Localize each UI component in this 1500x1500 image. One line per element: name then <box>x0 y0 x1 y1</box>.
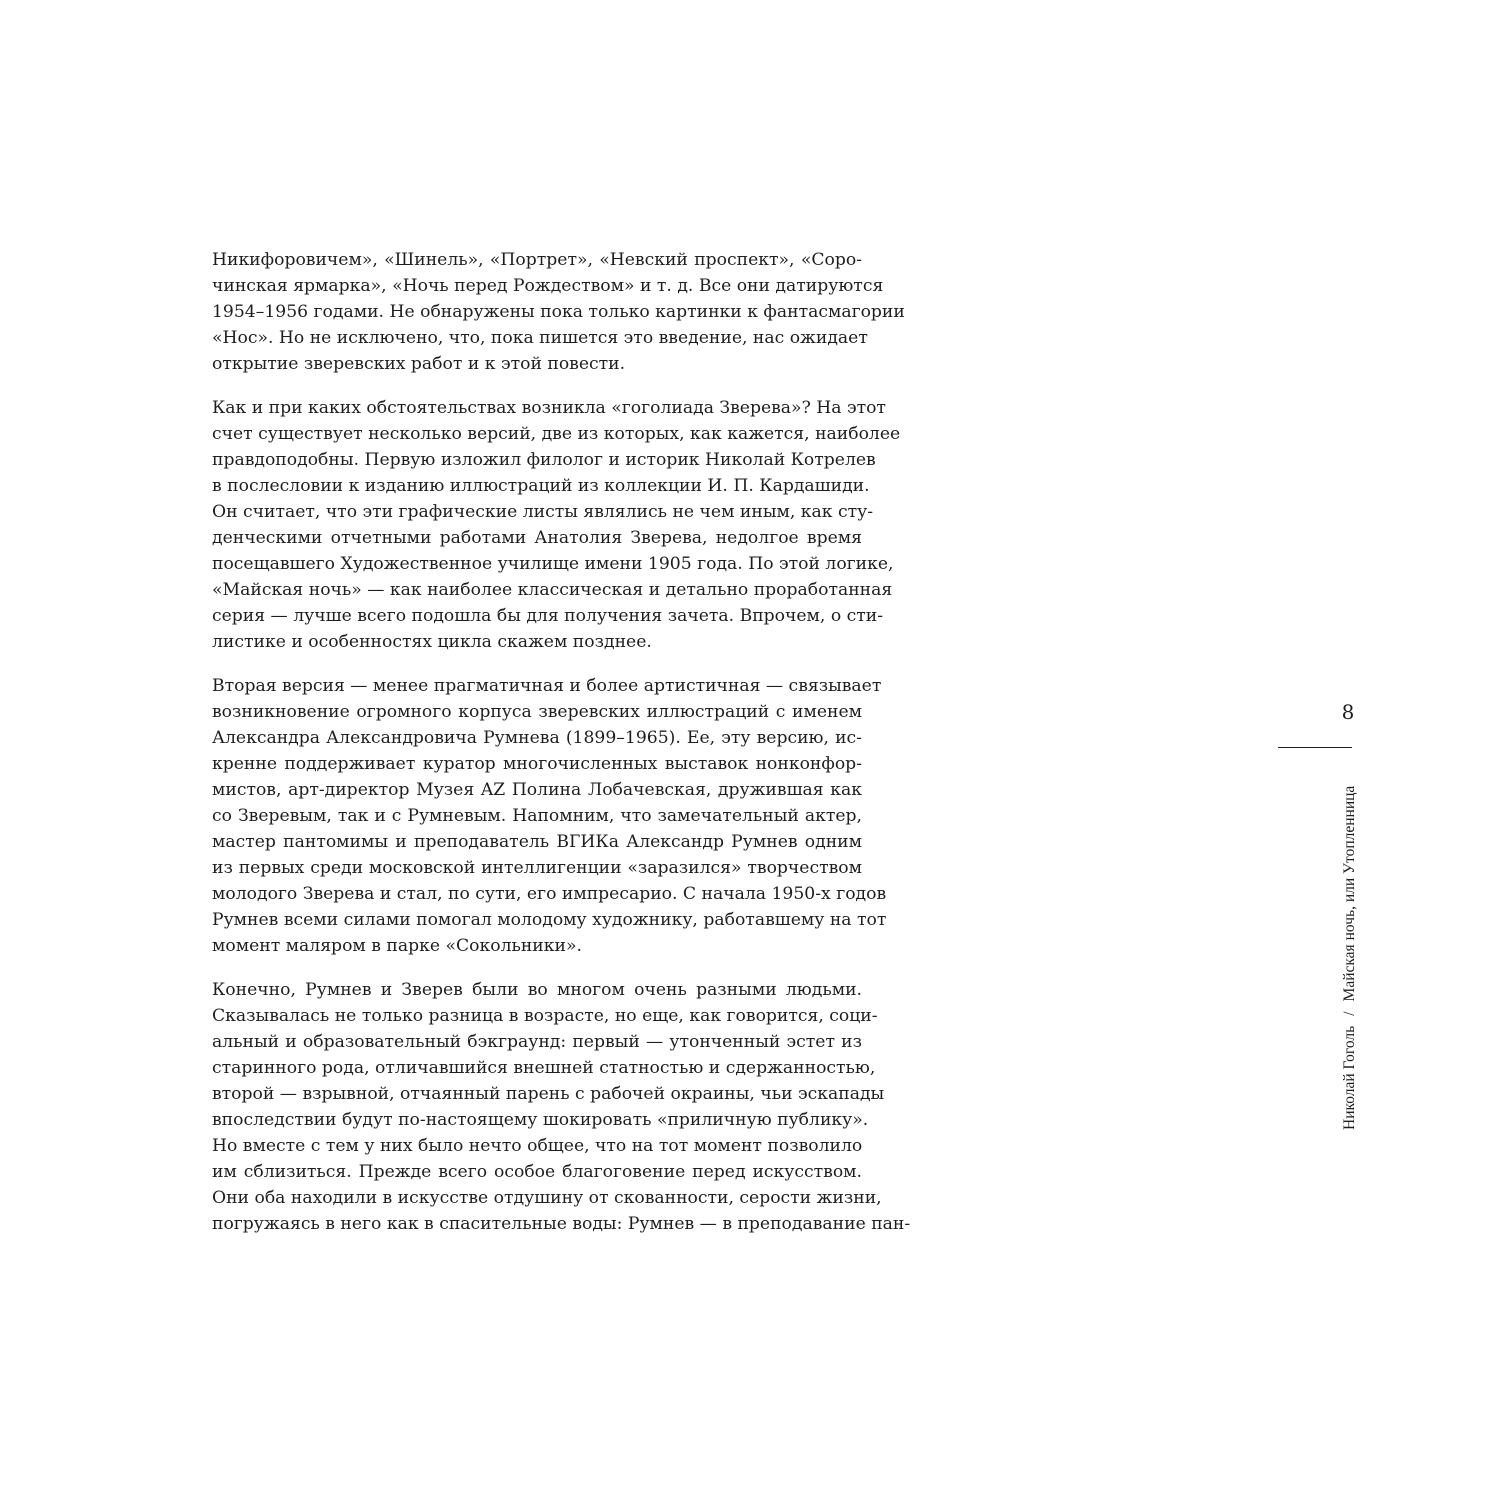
text-line: Он считает, что эти графические листы являлись не чем иным, как сту- <box>212 502 874 522</box>
text-line: «Майская ночь» — как наиболее классическая и детально проработанная <box>212 580 893 600</box>
text-line: Александра Александровича Румнева (1899–1965). Ее, эту версию, ис- <box>212 728 862 748</box>
text-line: второй — взрывной, отчаянный парень с рабочей окраины, чьи эскапады <box>212 1084 885 1104</box>
text-line: Никифоровичем», «Шинель», «Портрет», «Невский проспект», «Соро- <box>212 250 862 270</box>
text-line: Вторая версия — менее прагматичная и более артистичная — связывает <box>212 676 882 696</box>
running-title-text <box>1341 786 1359 1130</box>
paragraph-1 <box>212 247 905 377</box>
text-line: мистов, арт-директор Музея AZ Полина Лобачевская, дружившая как <box>212 780 862 800</box>
text-line: денческими отчетными работами Анатолия Зверева, недолгое время <box>212 528 862 548</box>
text-line: впоследствии будут по-настоящему шокировать «приличную публику». <box>212 1110 869 1130</box>
page-number: 8 <box>1341 700 1355 724</box>
folio-divider <box>1278 747 1352 748</box>
text-line: мастер пантомимы и преподаватель ВГИКа Александр Румнев одним <box>212 832 862 852</box>
text-line: счет существует несколько версий, две из которых, как кажется, наиболее <box>212 424 901 444</box>
paragraph-3 <box>212 673 887 959</box>
text-line: серия — лучше всего подошла бы для получения зачета. Впрочем, о сти- <box>212 606 884 626</box>
text-line: им сблизиться. Прежде всего особое благоговение перед искусством. <box>212 1162 862 1182</box>
text-line: из первых среди московской интеллигенции «заразился» творчеством <box>212 858 862 878</box>
text-line: молодого Зверева и стал, по сути, его импресарио. С начала 1950-х годов <box>212 884 887 904</box>
text-line: со Зверевым, так и с Румневым. Напомним, что замечательный актер, <box>212 806 862 826</box>
text-line: Румнев всеми силами помогал молодому художнику, работавшему на тот <box>212 910 887 930</box>
running-title-separator: / <box>1341 1011 1358 1016</box>
text-line: момент маляром в парке «Сокольники». <box>212 936 582 956</box>
text-line: листике и особенностях цикла скажем позднее. <box>212 632 652 652</box>
running-title-work: Майская ночь, или Утопленница <box>1341 785 1358 1002</box>
text-line: Конечно, Румнев и Зверев были во многом очень разными людьми. <box>212 980 862 1000</box>
text-line: Как и при каких обстоятельствах возникла «гоголиада Зверева»? На этот <box>212 398 886 418</box>
text-line: альный и образовательный бэкграунд: первый — утонченный эстет из <box>212 1032 862 1052</box>
paragraph-2 <box>212 395 901 655</box>
body-text <box>212 247 911 1255</box>
running-title-author: Николай Гоголь <box>1341 1025 1358 1130</box>
text-line: чинская ярмарка», «Ночь перед Рождеством» и т. д. Все они датируются <box>212 276 884 296</box>
text-line: возникновение огромного корпуса зверевских иллюстраций с именем <box>212 702 862 722</box>
text-line: 1954–1956 годами. Не обнаружены пока только картинки к фантасмагории <box>212 302 905 322</box>
text-line: кренне поддерживает куратор многочисленных выставок нонконфор- <box>212 754 862 774</box>
text-line: посещавшего Художественное училище имени 1905 года. По этой логике, <box>212 554 894 574</box>
text-line: открытие зверевских работ и к этой повести. <box>212 354 626 374</box>
text-line: старинного рода, отличавшийся внешней статностью и сдержанностью, <box>212 1058 876 1078</box>
text-line: в послесловии к изданию иллюстраций из коллекции И. П. Кардашиди. <box>212 476 870 496</box>
text-line: «Нос». Но не исключено, что, пока пишется это введение, нас ожидает <box>212 328 868 348</box>
text-line: Но вместе с тем у них было нечто общее, что на тот момент позволило <box>212 1136 863 1156</box>
text-line: погружаясь в него как в спасительные воды: Румнев — в преподавание пан- <box>212 1214 911 1234</box>
text-line: правдоподобны. Первую изложил филолог и историк Николай Котрелев <box>212 450 876 470</box>
text-line: Сказывалась не только разница в возрасте, но еще, как говорится, соци- <box>212 1006 878 1026</box>
paragraph-4 <box>212 977 911 1237</box>
text-line: Они оба находили в искусстве отдушину от скованности, серости жизни, <box>212 1188 882 1208</box>
